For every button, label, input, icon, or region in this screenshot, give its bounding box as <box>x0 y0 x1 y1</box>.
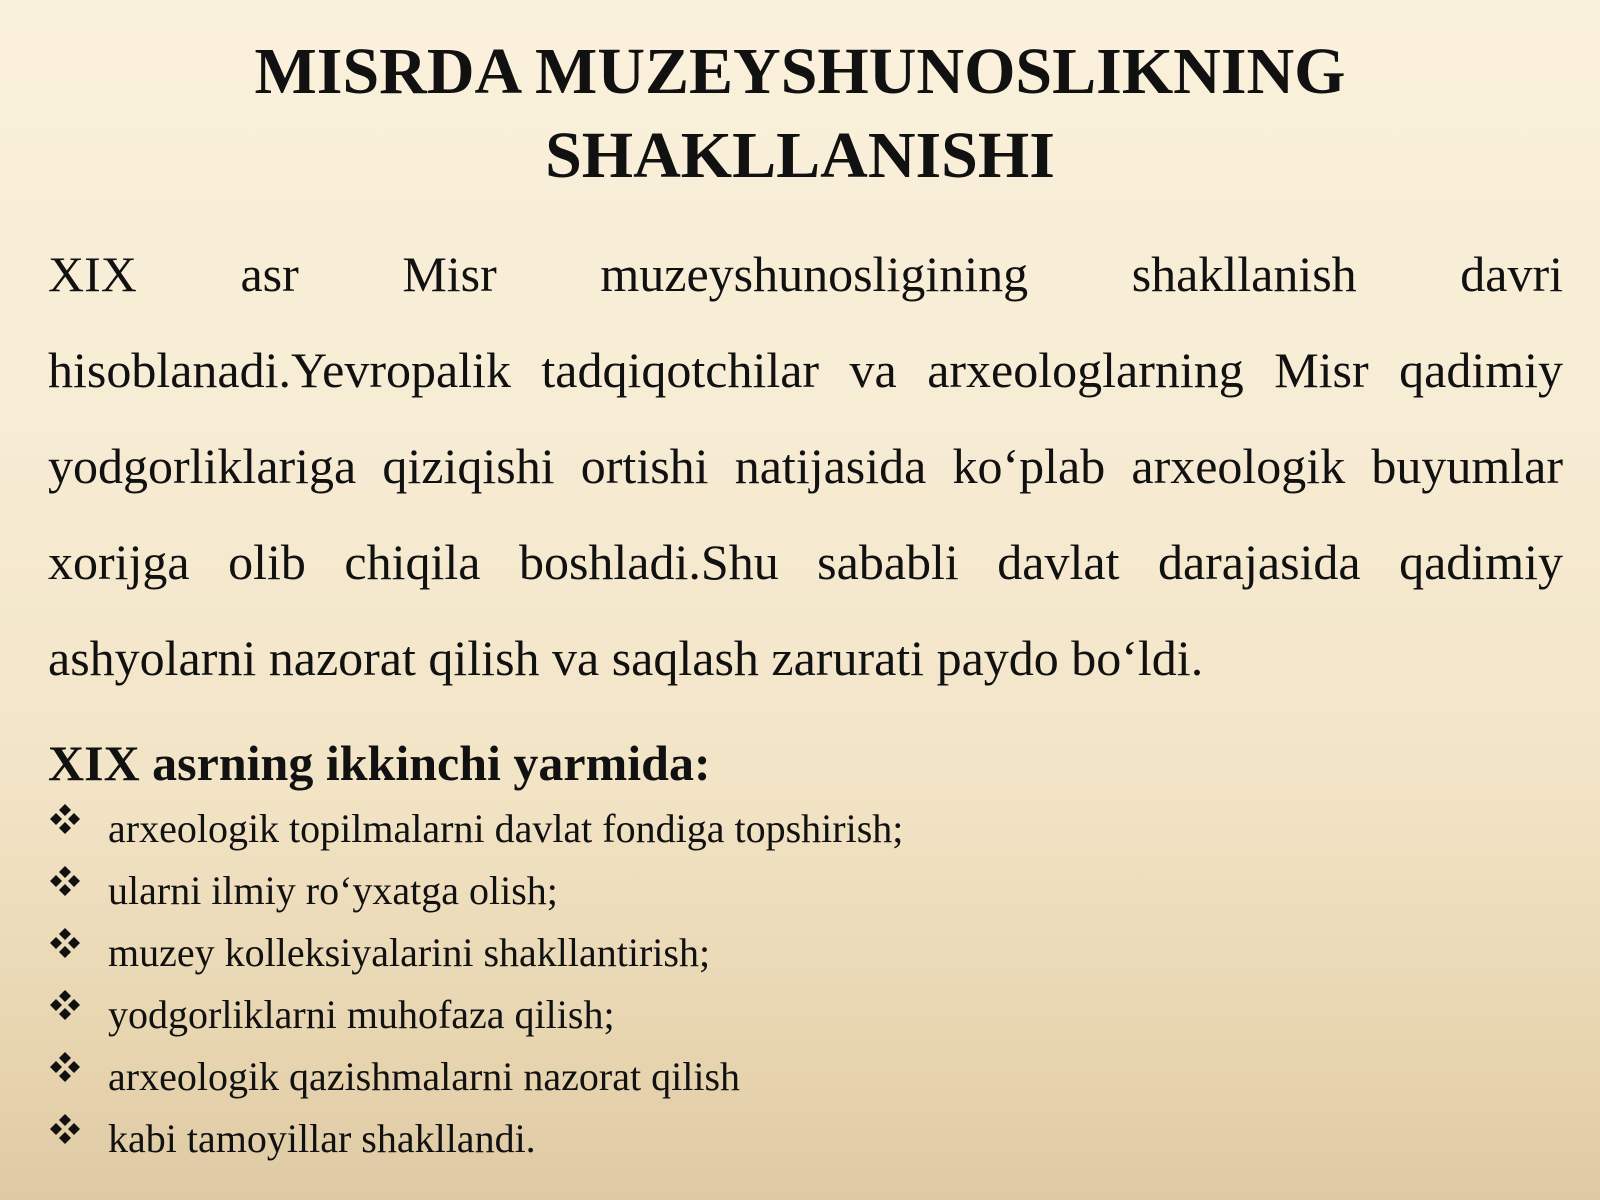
list-heading: XIX asrning ikkinchi yarmida: <box>48 735 711 791</box>
four-diamond-bullet-icon <box>50 922 82 984</box>
slide-title-line-1: MISRDA MUZEYSHUNOSLIKNING <box>254 35 1346 108</box>
four-diamond-bullet-icon <box>50 984 82 1046</box>
list-item <box>48 860 1448 922</box>
four-diamond-bullet-icon <box>50 798 82 860</box>
slide-title <box>0 30 1600 198</box>
four-diamond-bullet-icon <box>50 1108 82 1170</box>
list-item <box>48 984 1448 1046</box>
list-item <box>48 1108 1448 1170</box>
list-item-text: kabi tamoyillar shakllandi. <box>108 1116 536 1161</box>
list-item-text: muzey kolleksiyalarini shakllantirish; <box>108 930 711 975</box>
four-diamond-bullet-icon <box>50 860 82 922</box>
list-item-text: arxeologik topilmalarni davlat fondiga topshirish; <box>108 806 904 851</box>
intro-paragraph: XIX asr Misr muzeyshunosligining shakllanish davri hisoblanadi.Yevropalik tadqiqotchilar va arxeologlarning Misr qadimiy yodgorliklariga qiziqishi ortishi natijasida ko‘plab arxeologik buyumlar xorijga olib chiqila boshladi.Shu sababli davlat darajasida qadimiy ashyolarni nazorat qilish va saqlash zarurati paydo bo‘ldi. <box>48 246 1563 686</box>
four-diamond-bullet-icon <box>50 1046 82 1108</box>
list-item <box>48 798 1448 860</box>
principles-list <box>48 798 1448 1170</box>
list-item <box>48 1046 1448 1108</box>
list-item-text: ularni ilmiy ro‘yxatga olish; <box>108 868 558 913</box>
list-item-text: yodgorliklarni muhofaza qilish; <box>108 992 615 1037</box>
list-item-text: arxeologik qazishmalarni nazorat qilish <box>108 1054 741 1099</box>
slide-title-line-2: SHAKLLANISHI <box>545 119 1055 192</box>
list-item <box>48 922 1448 984</box>
